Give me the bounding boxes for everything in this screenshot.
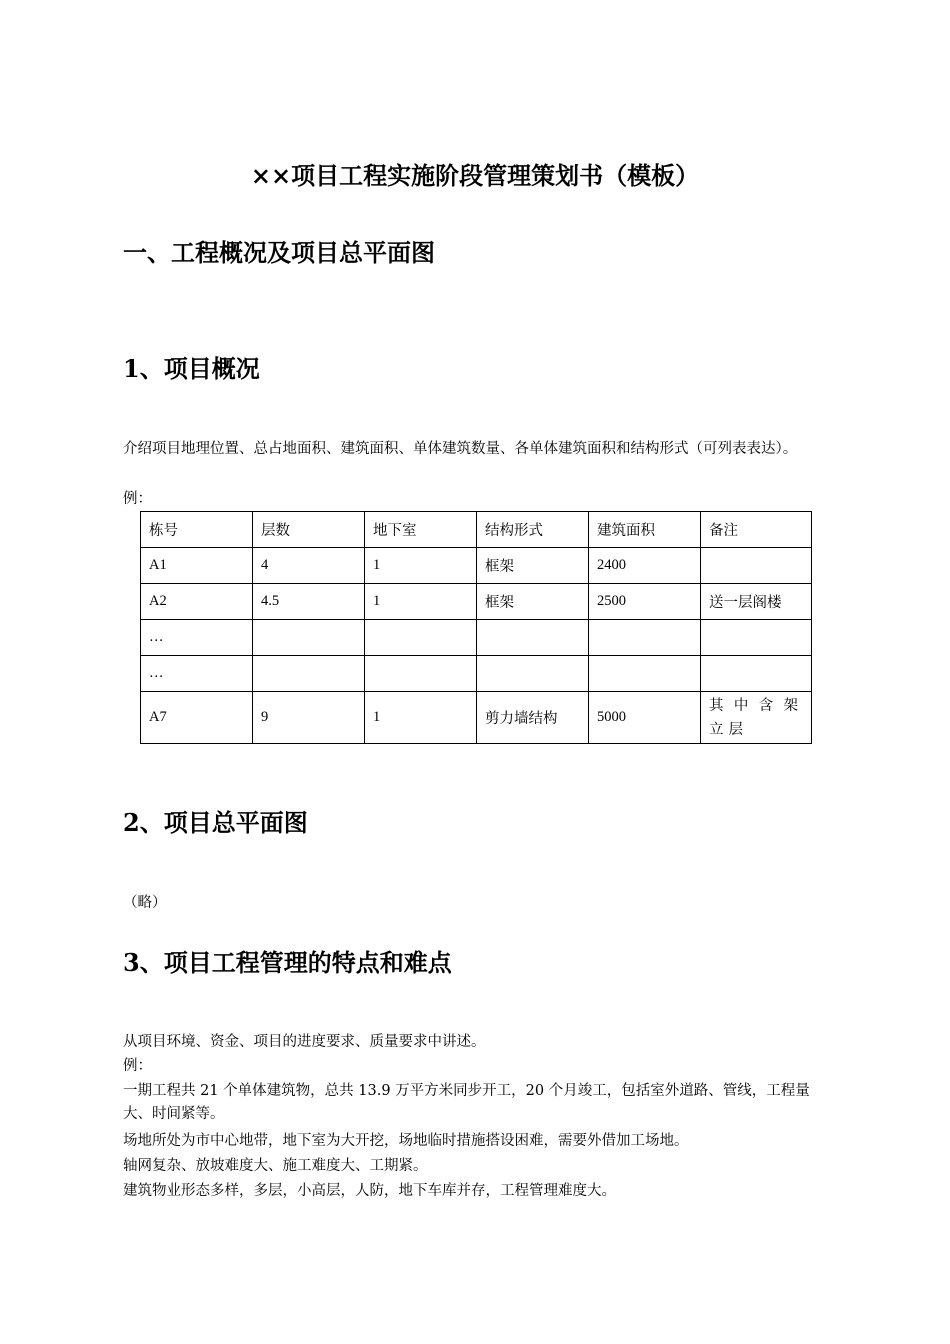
table-cell: 框架 (477, 584, 589, 620)
table-cell (701, 656, 812, 692)
feature-line: 场地所处为市中心地带，地下室为大开挖，场地临时措施搭设困难，需要外借加工场地。 (123, 1133, 689, 1149)
table-cell (253, 620, 365, 656)
table-cell (701, 620, 812, 656)
table-header-cell: 建筑面积 (589, 512, 701, 548)
table-cell: 送一层阁楼 (701, 584, 812, 620)
table-cell: 1 (365, 584, 477, 620)
example-label: 例： (123, 491, 152, 507)
table-cell: 其中含架立层 (701, 692, 812, 744)
table-cell (589, 656, 701, 692)
table-cell: 2400 (589, 548, 701, 584)
table-cell: 框架 (477, 548, 589, 584)
project-overview-intro: 介绍项目地理位置、总占地面积、建筑面积、单体建筑数量、各单体建筑面积和结构形式（可列表表达）。 (123, 441, 798, 457)
table-cell: 5000 (589, 692, 701, 744)
table-cell: … (141, 656, 253, 692)
table-row (141, 620, 812, 656)
table-cell: A2 (141, 584, 253, 620)
building-info-table (140, 511, 812, 744)
subsection-heading-project-overview: 1、项目概况 (123, 354, 260, 383)
table-cell: A7 (141, 692, 253, 744)
table-header-cell: 结构形式 (477, 512, 589, 548)
table-cell: … (141, 620, 253, 656)
table-cell (365, 656, 477, 692)
table-cell (365, 620, 477, 656)
table-cell: A1 (141, 548, 253, 584)
table-cell (701, 548, 812, 584)
table-cell: 1 (365, 548, 477, 584)
subsection-heading-site-plan: 2、项目总平面图 (123, 808, 308, 837)
table-row (141, 656, 812, 692)
table-header-cell: 地下室 (365, 512, 477, 548)
table-row (141, 548, 812, 584)
table-cell (589, 620, 701, 656)
feature-line: 轴网复杂、放坡难度大、施工难度大、工期紧。 (123, 1158, 428, 1174)
table-header-cell: 层数 (253, 512, 365, 548)
table-cell: 4 (253, 548, 365, 584)
table-cell: 2500 (589, 584, 701, 620)
feature-line: 建筑物业形态多样，多层，小高层，人防，地下车库并存，工程管理难度大。 (123, 1183, 616, 1199)
table-row (141, 584, 812, 620)
table-cell: 4.5 (253, 584, 365, 620)
section-heading-overview: 一、工程概况及项目总平面图 (123, 238, 435, 267)
features-intro: 从项目环境、资金、项目的进度要求、质量要求中讲述。 (123, 1034, 486, 1050)
document-title: ××项目工程实施阶段管理策划书（模板） (250, 161, 700, 190)
site-plan-note: （略） (123, 895, 167, 911)
table-cell: 1 (365, 692, 477, 744)
subsection-heading-features-difficulties: 3、项目工程管理的特点和难点 (123, 948, 452, 977)
table-header-row (141, 512, 812, 548)
table-header-cell: 备注 (701, 512, 812, 548)
feature-line: 一期工程共 21 个单体建筑物，总共 13.9 万平方米同步开工，20 个月竣工，包括室外道路、管线，工程量大、时间紧等。 (123, 1083, 810, 1122)
table-cell (477, 656, 589, 692)
table-cell: 剪力墙结构 (477, 692, 589, 744)
table-cell (477, 620, 589, 656)
table-row (141, 692, 812, 744)
table-cell (253, 656, 365, 692)
table-cell: 9 (253, 692, 365, 744)
table-header-cell: 栋号 (141, 512, 253, 548)
example-label: 例： (123, 1058, 152, 1074)
